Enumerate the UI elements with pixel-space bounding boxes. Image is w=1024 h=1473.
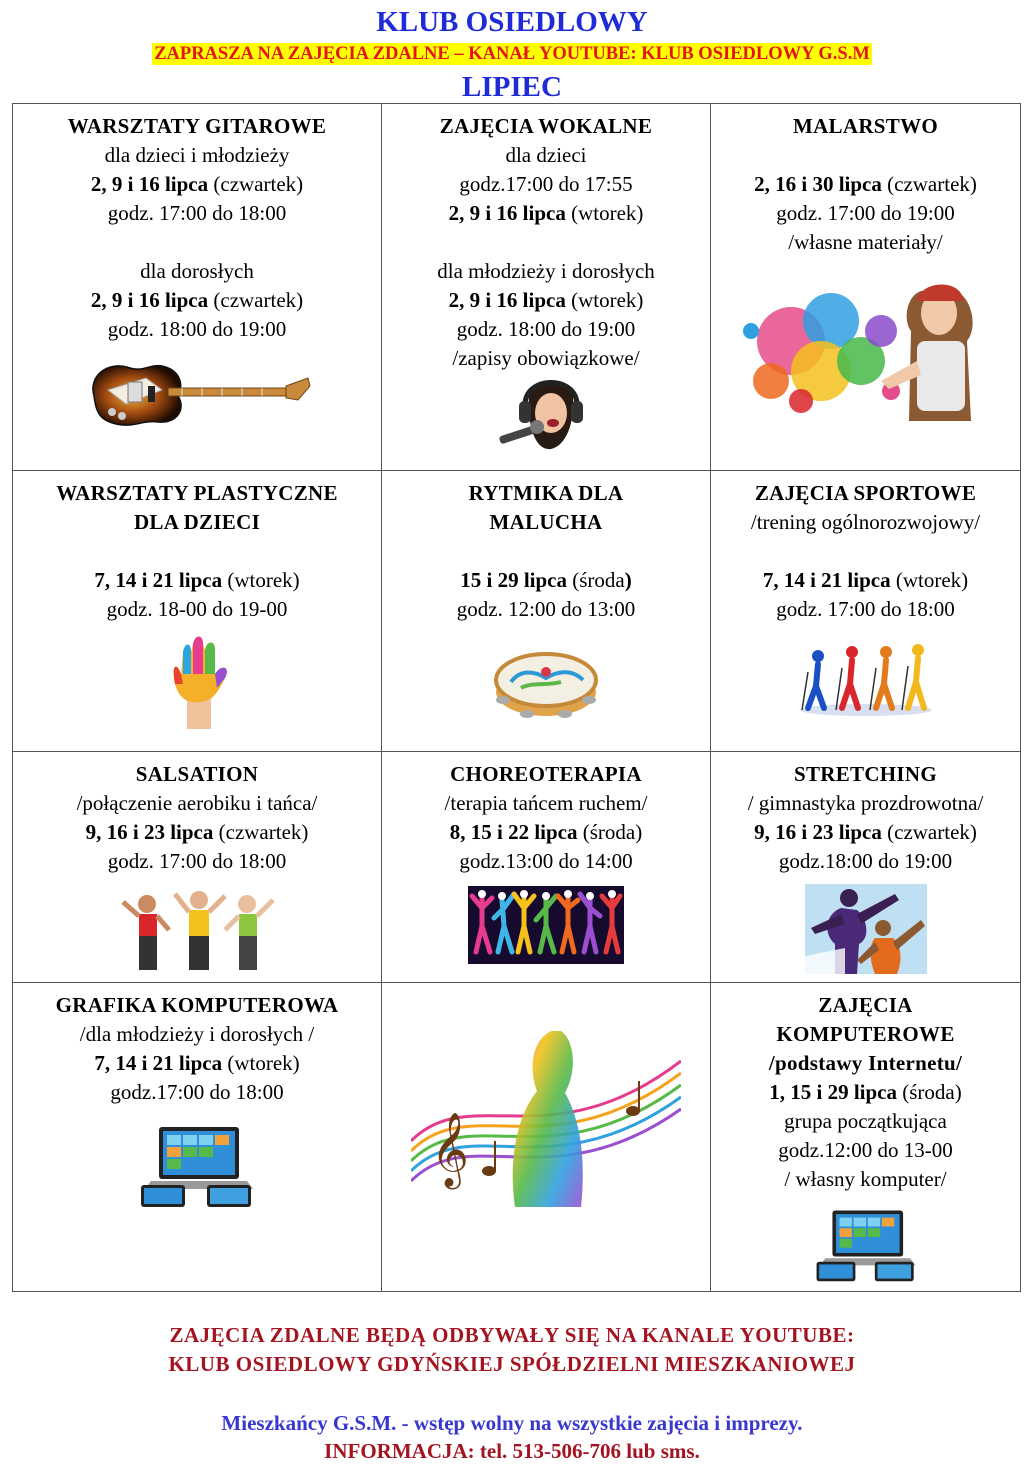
cell-title: ZAJĘCIA [818,993,913,1017]
hours: godz. 17:00 do 18:00 [107,849,287,873]
dates [386,286,706,315]
schedule-row [13,471,1021,752]
cell-sports [711,471,1021,752]
hours: godz.18:00 do 19:00 [778,849,953,873]
cell-title: WARSZTATY GITAROWE [67,114,327,138]
cell-title: GRAFIKA KOMPUTEROWA [55,993,339,1017]
weekday: (czwartek) [887,172,977,196]
dates-bold: 7, 14 i 21 lipca [94,568,223,592]
hours: godz. 18:00 do 19:00 [107,317,287,341]
hours: godz. 18-00 do 19-00 [106,597,288,621]
dates [17,1049,377,1078]
weekday: (wtorek) [227,568,300,592]
schedule-row [13,983,1021,1292]
schedule-grid [12,103,1021,1292]
subtitle: /połączenie aerobiku i tańca/ [76,791,318,815]
hours: godz.12:00 do 13-00 [778,1138,953,1162]
youtube-notice-line1: ZAJĘCIA ZDALNE BĘDĄ ODBYWAŁY SIĘ NA KANALE YOUTUBE: [169,1323,855,1347]
laptop-tablet-icon [813,1206,919,1284]
cell-music-art [382,983,711,1292]
dates-bold-end: ) [624,568,632,592]
electric-guitar-icon [82,350,312,430]
dates-bold: 7, 14 i 21 lipca [94,1051,223,1075]
subtitle: /dla młodzieży i dorosłych / [79,1022,315,1046]
dates [386,199,706,228]
schedule-row [13,104,1021,471]
note: /zapisy obowiązkowe/ [452,346,640,370]
club-title: KLUB OSIEDLOWY [376,6,648,38]
weekday: (czwartek) [213,172,304,196]
nordic-walkers-icon [796,638,936,718]
dates [386,566,706,595]
dates [715,818,1016,847]
cell-rhythmics [382,471,711,752]
painted-hand-icon [157,634,237,729]
dates-bold: 8, 15 i 22 lipca [449,820,578,844]
weekday: (wtorek) [571,288,644,312]
weekday: (czwartek) [218,820,309,844]
hours: godz. 17:00 do 18:00 [776,597,955,621]
dates-bold: 2, 9 i 16 lipca [90,172,209,196]
dates [386,818,706,847]
dates [715,566,1016,595]
music-swirl-icon [411,1021,681,1211]
contact-info: INFORMACJA: tel. 513-506-706 lub sms. [324,1439,700,1463]
cell-title: STRETCHING [793,762,938,786]
cell-title: SALSATION [135,762,259,786]
dates-bold: 9, 16 i 23 lipca [85,820,214,844]
note: / własny komputer/ [784,1167,947,1191]
audience: dla dorosłych [140,259,254,283]
dates-bold: 2, 9 i 16 lipca [90,288,209,312]
subtitle: /terapia tańcem ruchem/ [444,791,648,815]
dates-bold: 2, 9 i 16 lipca [448,288,566,312]
cell-title: WARSZTATY PLASTYCZNE [56,481,338,505]
dates-bold: 15 i 29 lipca [460,568,568,592]
note: /własne materiały/ [788,230,943,254]
weekday: (wtorek) [571,201,644,225]
weekday: (środa) [902,1080,962,1104]
laptop-tablet-icon [137,1123,257,1209]
free-entry-note: Mieszkańcy G.S.M. - wstęp wolny na wszystkie zajęcia i imprezy. [221,1411,803,1435]
cell-vocal [382,104,711,471]
dates-bold: 2, 9 i 16 lipca [448,201,566,225]
dates-bold: 1, 15 i 29 lipca [769,1080,898,1104]
cell-art-workshop [13,471,382,752]
cell-title: RYTMIKA DLA [468,481,624,505]
audience: dla młodzieży i dorosłych [437,259,655,283]
cell-salsation [13,752,382,983]
cell-painting [711,104,1021,471]
weekday: (wtorek) [227,1051,300,1075]
cell-title: MALARSTWO [792,114,939,138]
dates-bold: 7, 14 i 21 lipca [762,568,891,592]
svg-text:𝄞: 𝄞 [431,1113,469,1187]
dates [17,818,377,847]
hours: godz. 18:00 do 19:00 [456,317,636,341]
dates [17,566,377,595]
paint-splash-icon [731,271,1001,431]
invitation-subtitle-text: ZAPRASZA NA ZAJĘCIA ZDALNE – KANAŁ YOUTUBE: KLUB OSIEDLOWY G.S.M [154,44,870,64]
invitation-subtitle [0,42,1024,67]
youtube-notice-line2: KLUB OSIEDLOWY GDYŃSKIEJ SPÓŁDZIELNI MIESZKANIOWEJ [168,1352,856,1376]
singer-microphone-icon [491,375,601,455]
dates [715,1078,1016,1107]
cell-title: ZAJĘCIA WOKALNE [439,114,653,138]
weekday: (środa [572,568,625,592]
dancers-icon [117,886,277,971]
cell-title-2: MALUCHA [489,510,603,534]
dates-bold: 9, 16 i 23 lipca [754,820,882,844]
cell-stretching [711,752,1021,983]
cell-title: ZAJĘCIA SPORTOWE [754,481,977,505]
cell-title-3: /podstawy Internetu/ [768,1051,963,1075]
hours: godz.13:00 do 14:00 [459,849,633,873]
weekday: (czwartek) [887,820,977,844]
cell-title-2: DLA DZIECI [133,510,261,534]
audience: grupa początkująca [784,1109,947,1133]
cell-computer-graphics [13,983,382,1292]
audience: dla dzieci i młodzieży [104,143,290,167]
youtube-notice [0,1321,1024,1379]
month-title: LIPIEC [462,71,562,103]
dates [715,170,1016,199]
hours: godz. 17:00 do 19:00 [776,201,955,225]
stretching-figures-icon [805,884,927,974]
subtitle: /trening ogólnorozwojowy/ [750,510,981,534]
hours: godz.17:00 do 18:00 [110,1080,284,1104]
cell-guitar [13,104,382,471]
hours: godz.17:00 do 17:55 [459,172,633,196]
cell-title-2: KOMPUTEROWE [776,1022,955,1046]
dance-silhouettes-icon [468,886,624,964]
cell-title: CHOREOTERAPIA [450,762,642,786]
weekday: (wtorek) [895,568,969,592]
cell-choreotherapy [382,752,711,983]
schedule-row [13,752,1021,983]
cell-computer-classes [711,983,1021,1292]
hours: godz. 17:00 do 18:00 [107,201,287,225]
subtitle: / gimnastyka prozdrowotna/ [747,791,984,815]
dates [17,286,377,315]
weekday: (czwartek) [213,288,304,312]
dates [17,170,377,199]
tambourine-icon [491,642,601,722]
hours: godz. 12:00 do 13:00 [456,597,636,621]
audience: dla dzieci [505,143,587,167]
weekday: (środa) [582,820,643,844]
dates-bold: 2, 16 i 30 lipca [754,172,882,196]
